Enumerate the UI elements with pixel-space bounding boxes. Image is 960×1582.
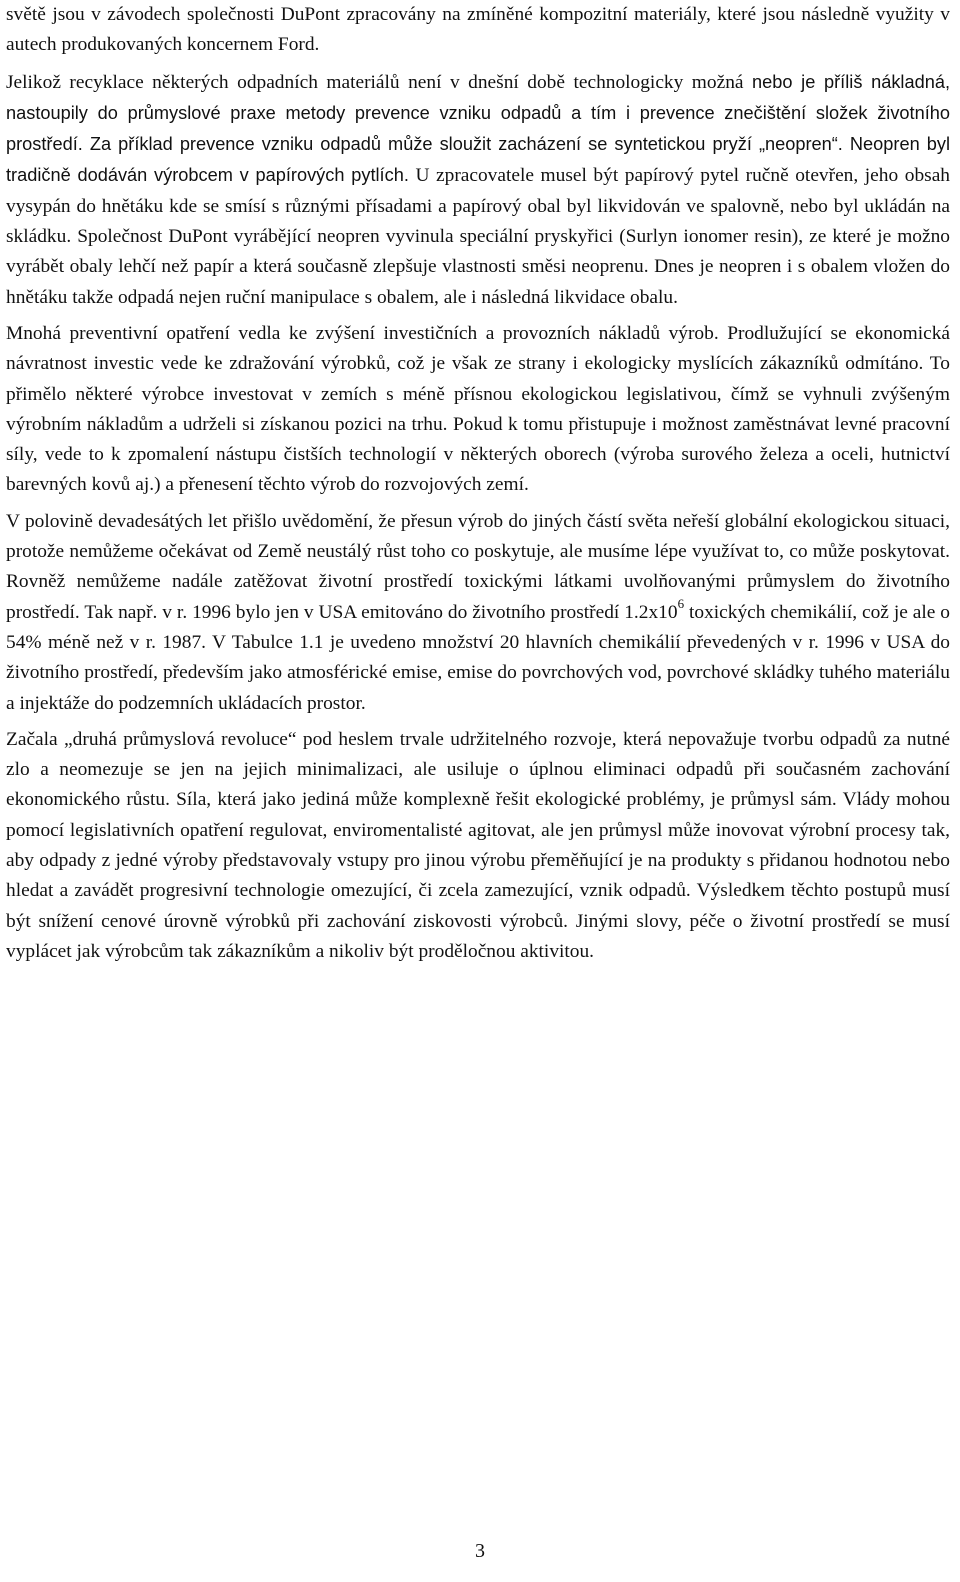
- text-span: V polovině devadesátých let přišlo uvědomění, že přesun výrob do jiných částí světa neřeší globální ekologickou situaci, protože nemůžeme očekávat od Země neustálý růst toho co poskytuje, ale musíme lépe využívat to, co může poskytovat. Rovněž nemůžeme nadále zatěžovat životní prostředí toxickými látkami uvolňovanými průmyslem do životního prostředí. Tak např. v r. 1996 bylo jen v USA emitováno do životního prostředí 1.2x10: [6, 510, 950, 623]
- paragraph-p4: [6, 507, 950, 719]
- text-span: světě jsou v závodech společnosti DuPont zpracovány na zmíněné kompozitní materiály, které jsou následně využity v autech produkovaných koncernem Ford.: [6, 4, 950, 56]
- text-span: Společnost DuPont vyrábějící neopren vyvinula speciální pryskyřici (Surlyn ionomer resin), ze které je možno vyrábět obaly lehčí než papír a která současně zlepšuje vlastnosti směsi neoprenu. Dnes je neopren i s obalem vložen do hnětáku takže odpadá nejen ruční manipulace s obalem, ale i následná likvidace obalu.: [6, 226, 950, 308]
- paragraph-p5: [6, 725, 950, 967]
- paragraph-p3: [6, 319, 950, 501]
- document-body: [6, 0, 950, 973]
- page-number: 3: [475, 1540, 485, 1562]
- text-span: toxických chemikálií, což je ale o 54% méně než v r. 1987. V Tabulce 1.1 je uvedeno množství 20 hlavních chemikálií převedených v r. 1996 v USA do životního prostředí, především jako atmosférické emise, emise do povrchových vod, povrchové skládky tuhého materiálu a injektáže do podzemních ukládacích prostor.: [6, 601, 950, 714]
- paragraph-p2: [6, 67, 950, 313]
- text-span: Mnohá preventivní opatření vedla ke zvýšení investičních a provozních nákladů výrob. Prodlužující se ekonomická návratnost investic vede ke zdražování výrobků, což je však ze strany i ekologicky myslících zákazníků odmítáno. To přimělo některé výrobce investovat v zemích s méně přísnou ekologickou legislativou, čímž se vyhnuli zvýšeným výrobním nákladům a udrželi si získanou pozici na trhu. Pokud k tomu přistupuje i možnost zaměstnávat levné pracovní síly, vede to k zpomalení nástupu čistších technologií v některých oborech (výroba surového železa a oceli, hutnictví barevných kovů aj.) a přenesení těchto výrob do rozvojových zemí.: [6, 322, 950, 496]
- text-span: Začala „druhá průmyslová revoluce“ pod heslem trvale udržitelného rozvoje, která nepovažuje tvorbu odpadů za nutné zlo a neomezuje se jen na jejich minimalizaci, ale usiluje o úplnou eliminaci odpadů při současném zachování ekonomického růstu. Síla, která jako jediná může komplexně řešit ekologické problémy, je průmysl sám. Vlády mohou pomocí legislativních opatření regulovat, enviromentalisté agitovat, ale jen průmysl může inovovat výrobní procesy tak, aby odpady z jedné výroby představovaly vstupy pro jinou výrobu přeměňující je na produkty s přidanou hodnotou nebo hledat a zavádět progresivní technologie omezující, či zcela zamezující, vznik odpadů. Výsledkem těchto postupů musí být snížení cenové úrovně výrobků při zachování ziskovosti výrobců. Jinými slovy, péče o životní prostředí se musí vyplácet jak výrobcům tak zákazníkům a nikoliv být proděločnou aktivitou.: [6, 728, 950, 962]
- text-span: nebo je příliš nákladná, nastoupily do průmyslové praxe metody prevence vzniku odpadů a tím i prevence znečištění složek životního prostředí. Za příklad prevence vzniku odpadů může sloužit zacházení se syntetickou pryží „neopren“. Neopren byl tradičně dodáván výrobcem v papírových pytlích.: [6, 71, 950, 186]
- text-span: Jelikož recyklace některých odpadních materiálů není v dnešní době technologicky možná: [6, 71, 752, 93]
- text-span: U zpracovatele musel být papírový pytel ručně otevřen, jeho obsah vysypán do hnětáku kde se smísí s různými přísadami a papírový obal byl likvidován ve spalovně, nebo byl ukládán na skládku.: [6, 165, 950, 248]
- paragraph-p1: [6, 0, 950, 61]
- superscript: 6: [677, 595, 685, 611]
